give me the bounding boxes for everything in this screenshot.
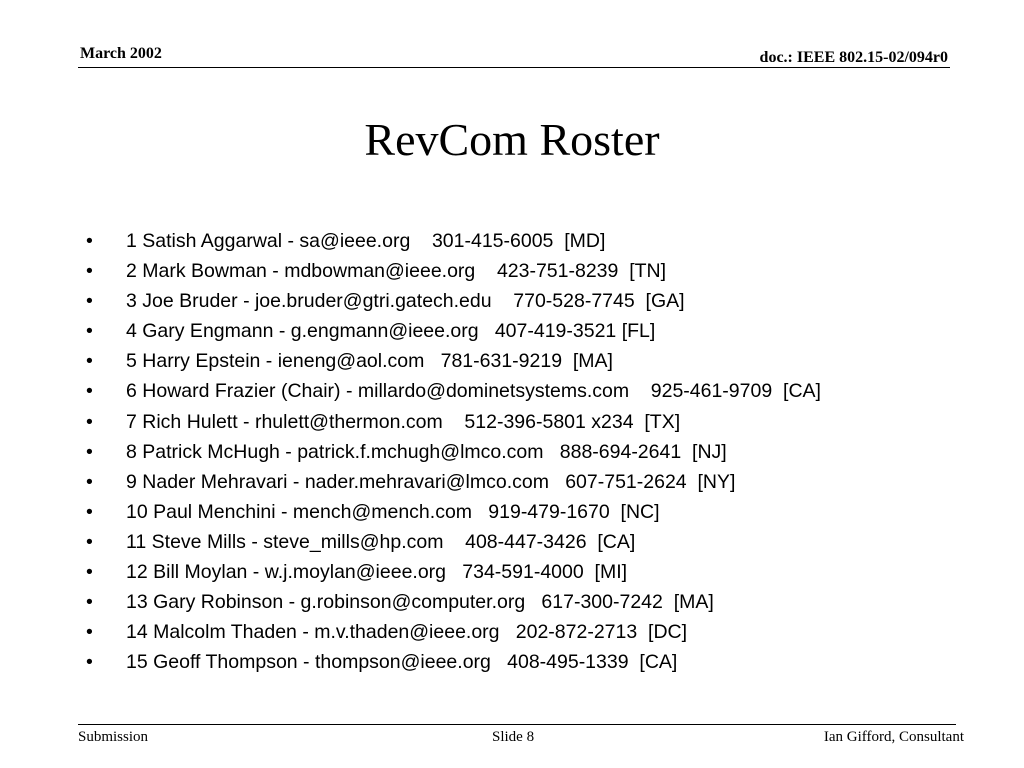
footer-divider (78, 724, 956, 725)
bullet-icon: • (86, 651, 93, 674)
roster-item (86, 617, 821, 647)
roster-item-text: 8 Patrick McHugh - patrick.f.mchugh@lmco.com 888-694-2641 [NJ] (126, 440, 727, 463)
roster-item-text: 2 Mark Bowman - mdbowman@ieee.org 423-751-8239 [TN] (126, 260, 667, 283)
roster-item (86, 226, 821, 256)
roster-item-text: 9 Nader Mehravari - nader.mehravari@lmco.com 607-751-2624 [NY] (126, 470, 736, 493)
roster-item (86, 497, 821, 527)
roster-item (86, 316, 821, 346)
bullet-icon: • (86, 320, 93, 343)
roster-item-text: 15 Geoff Thompson - thompson@ieee.org 408-495-1339 [CA] (126, 651, 678, 674)
bullet-icon: • (86, 470, 93, 493)
footer-slide-number: Slide 8 (492, 729, 535, 745)
roster-item (86, 557, 821, 587)
bullet-icon: • (86, 290, 93, 313)
roster-item (86, 467, 821, 497)
roster-item (86, 256, 821, 286)
bullet-icon: • (86, 530, 93, 553)
roster-item-text: 7 Rich Hulett - rhulett@thermon.com 512-396-5801 x234 [TX] (126, 410, 681, 433)
roster-item (86, 346, 821, 376)
bullet-icon: • (86, 350, 93, 373)
roster-item (86, 587, 821, 617)
roster-item (86, 647, 821, 677)
bullet-icon: • (86, 230, 93, 252)
slide-title: RevCom Roster (364, 114, 660, 165)
roster-item-text: 1 Satish Aggarwal - sa@ieee.org 301-415-6005 [MD] (126, 230, 606, 252)
footer-submission: Submission (78, 729, 149, 745)
bullet-icon: • (86, 440, 93, 463)
footer-author: Ian Gifford, Consultant (823, 729, 964, 745)
bullet-icon: • (86, 621, 93, 644)
roster-item-text: 10 Paul Menchini - mench@mench.com 919-479-1670 [NC] (126, 500, 660, 523)
header-divider (78, 67, 950, 68)
roster-item-text: 14 Malcolm Thaden - m.v.thaden@ieee.org 202-872-2713 [DC] (126, 621, 688, 644)
bullet-icon: • (86, 410, 93, 433)
roster-item (86, 286, 821, 316)
header-date: March 2002 (80, 45, 162, 62)
roster-item (86, 407, 821, 437)
roster-item-text: 13 Gary Robinson - g.robinson@computer.org 617-300-7242 [MA] (126, 591, 714, 614)
bullet-icon: • (86, 500, 93, 523)
roster-item (86, 527, 821, 557)
bullet-icon: • (86, 591, 93, 614)
roster-item (86, 376, 821, 406)
roster-list (86, 226, 821, 677)
roster-item (86, 437, 821, 467)
roster-item-text: 5 Harry Epstein - ieneng@aol.com 781-631-9219 [MA] (126, 350, 613, 373)
bullet-icon: • (86, 260, 93, 283)
header-doc-id: doc.: IEEE 802.15-02/094r0 (759, 49, 948, 66)
bullet-icon: • (86, 561, 93, 584)
bullet-icon: • (86, 380, 93, 403)
roster-item-text: 4 Gary Engmann - g.engmann@ieee.org 407-419-3521 [FL] (126, 320, 656, 343)
roster-item-text: 6 Howard Frazier (Chair) - millardo@dominetsystems.com 925-461-9709 [CA] (126, 380, 821, 403)
roster-item-text: 12 Bill Moylan - w.j.moylan@ieee.org 734-591-4000 [MI] (126, 561, 628, 584)
roster-item-text: 11 Steve Mills - steve_mills@hp.com 408-447-3426 [CA] (126, 530, 636, 553)
roster-item-text: 3 Joe Bruder - joe.bruder@gtri.gatech.edu 770-528-7745 [GA] (126, 290, 685, 313)
